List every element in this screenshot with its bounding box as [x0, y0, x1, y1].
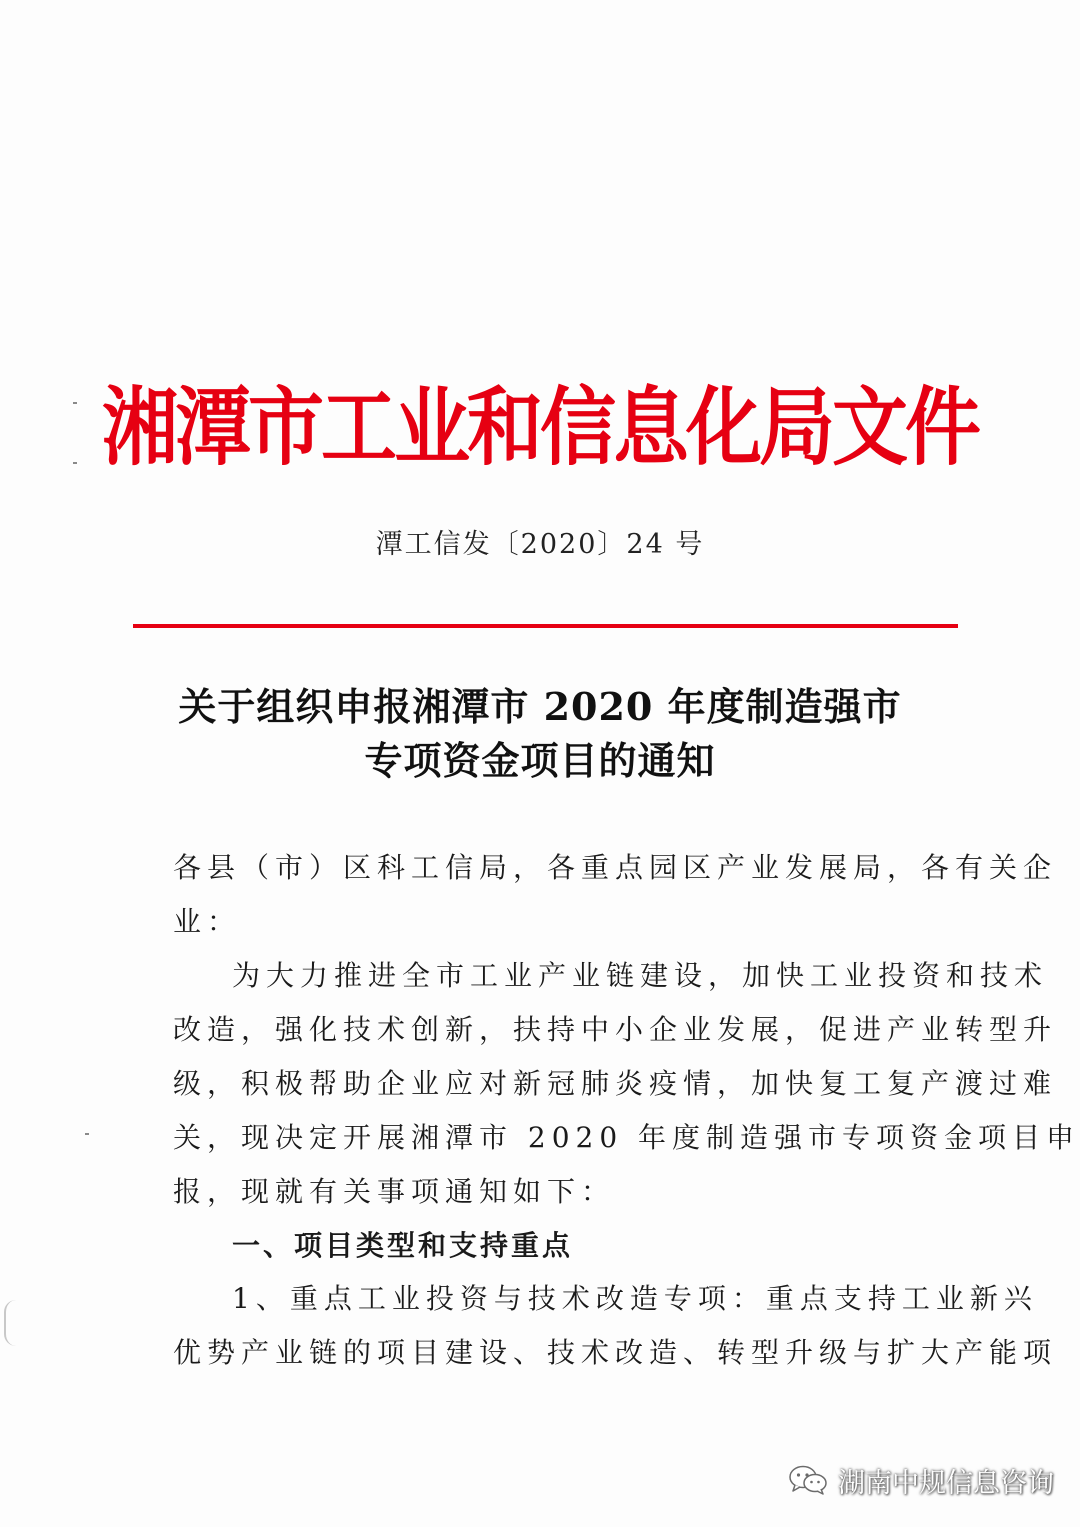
body-line: 改造，强化技术创新，扶持中小企业发展，促进产业转型升 — [173, 1013, 1058, 1046]
scan-mark — [73, 402, 77, 404]
page-edge-mark — [4, 1300, 20, 1346]
scan-mark — [73, 462, 77, 464]
red-separator-line — [133, 624, 958, 628]
body-line: 关，现决定开展湘潭市 2020 年度制造强市专项资金项目申 — [173, 1121, 1080, 1154]
body-line: 报，现就有关事项通知如下： — [173, 1175, 616, 1208]
wechat-icon — [788, 1464, 828, 1496]
body-line: 为大力推进全市工业产业链建设，加快工业投资和技术 — [232, 959, 1049, 992]
body-line: 优势产业链的项目建设、技术改造、转型升级与扩大产能项 — [173, 1336, 1058, 1369]
body-line: 1、重点工业投资与技术改造专项：重点支持工业新兴 — [232, 1282, 1038, 1315]
watermark-text: 湖南中规信息咨询 — [838, 1467, 1054, 1499]
notice-title-line-1: 关于组织申报湘潭市 2020 年度制造强市 — [178, 684, 902, 729]
section-heading: 一、项目类型和支持重点 — [232, 1229, 574, 1262]
body-line-addressee-cont: 业： — [173, 905, 242, 938]
body-line: 级，积极帮助企业应对新冠肺炎疫情，加快复工复产渡过难 — [173, 1067, 1058, 1100]
notice-title-line-2: 专项资金项目的通知 — [364, 738, 716, 783]
agency-header-title: 湘潭市工业和信息化局文件 — [102, 377, 978, 478]
body-line-addressee: 各县（市）区科工信局，各重点园区产业发展局，各有关企 — [173, 851, 1058, 884]
document-number: 潭工信发〔2020〕24 号 — [375, 529, 705, 560]
scan-mark — [85, 1133, 89, 1135]
source-watermark — [788, 1458, 1054, 1502]
